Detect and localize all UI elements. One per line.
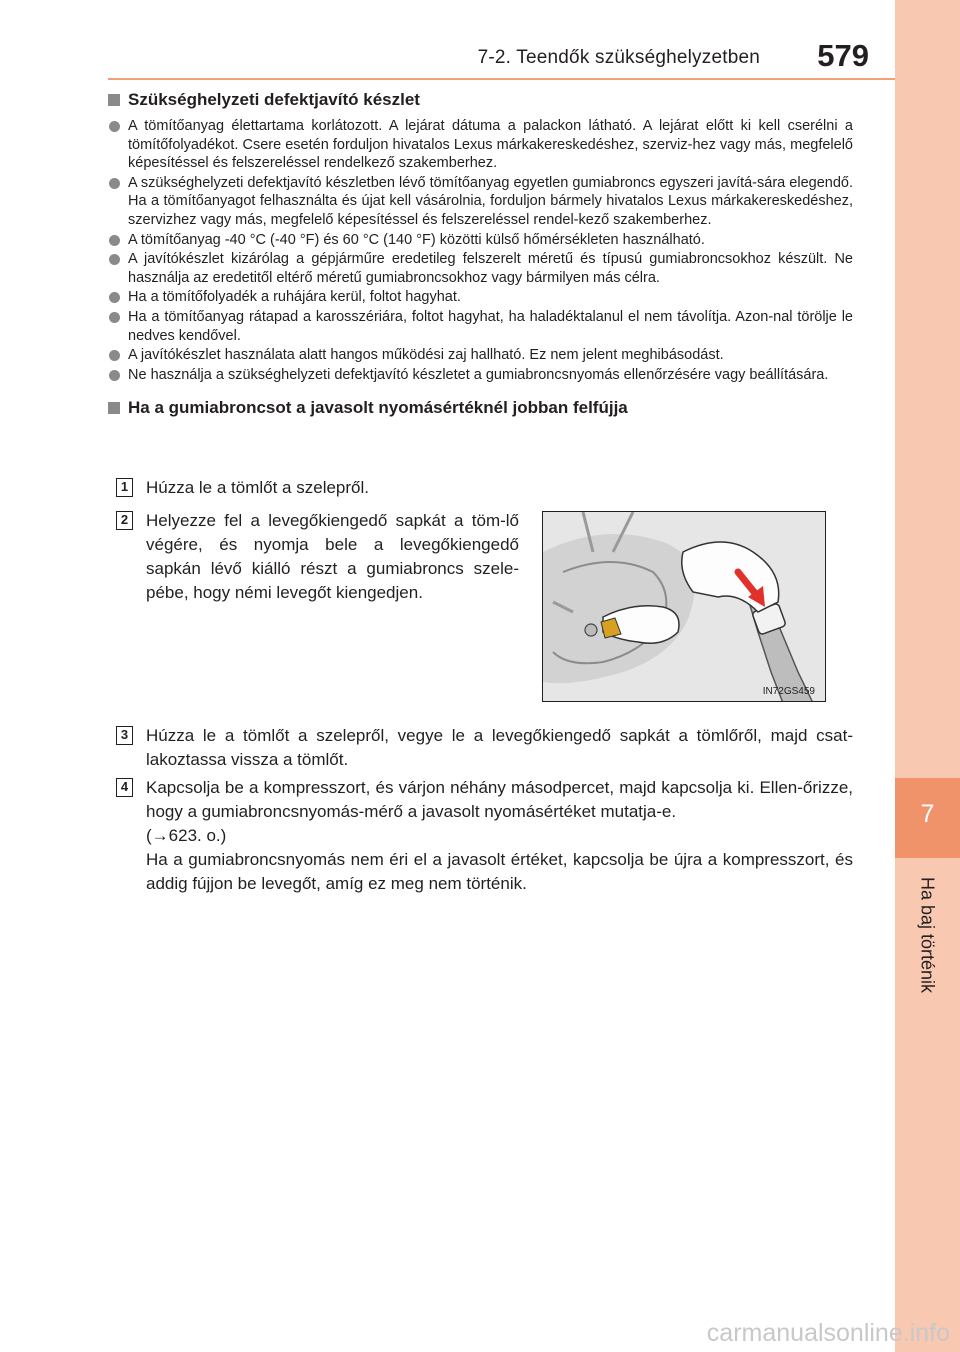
step-text [146, 776, 853, 896]
side-tab-number: 7 [920, 800, 935, 828]
circle-bullet-icon [109, 312, 120, 323]
step-number-badge: 1 [116, 478, 133, 497]
step-text: Húzza le a tömlőt a szelepről, vegye le a levegőkiengedő sapkát a tömlőről, majd csat-lakoztassa vissza a tömlőt. [146, 726, 853, 769]
list-item-text: A szükséghelyzeti defektjavító készletben lévő tömítőanyag egyetlen gumiabroncs egyszeri javítá-sára elegendő. Ha a tömítőanyagot felhasználta és újat kell vásárolnia, forduljon bármely hivatalos Lexus márkakereskedéshez, szervizhez vagy más, megfelelő képesítéssel és felszereléssel rendel-kező szakemberhez. [128, 174, 853, 228]
square-bullet-icon [108, 94, 120, 106]
circle-bullet-icon [109, 370, 120, 381]
list-item [108, 117, 853, 173]
side-tab-label: Ha baj történik [917, 876, 938, 994]
list-item [108, 346, 853, 365]
step-4-main: Kapcsolja be a kompresszort, és várjon néhány másodpercet, majd kapcsolja ki. Ellen-őrizze, hogy a gumiabroncsnyomás-mérő a javasolt nyomásértéket mutatja-e. [146, 778, 853, 821]
chapter-title: 7-2. Teendők szükséghelyzetben [477, 47, 760, 68]
list-item-text: A tömítőanyag élettartama korlátozott. A lejárat dátuma a palackon látható. A lejárat előtt ki kell cserélni a tömítőfolyadékot. Csere esetén forduljon hivatalos Lexus márkakereskedéshez, szerviz-hez vagy más, megfelelő képesítéssel és felszereléssel rendelkező szakemberhez. [128, 118, 853, 172]
figure-code: IN72GS459 [762, 686, 815, 697]
list-item-text: A javítókészlet kizárólag a gépjárműre eredetileg felszerelt méretű és típusú gumiabroncsokhoz készült. Ne használja az eredetitől eltérő méretű gumiabroncsokhoz vagy bármilyen más célra. [128, 251, 853, 286]
circle-bullet-icon [109, 350, 120, 361]
circle-bullet-icon [109, 121, 120, 132]
square-bullet-icon [108, 402, 120, 414]
page-header [0, 0, 895, 80]
step-number-badge: 2 [116, 511, 133, 530]
tire-valve-illustration [543, 512, 826, 702]
circle-bullet-icon [109, 254, 120, 265]
bullet-list [108, 117, 853, 384]
list-item-text: A tömítőanyag -40 °C (-40 °F) és 60 °C (140 °F) közötti külső hőmérsékleten használható. [128, 231, 705, 248]
list-item-text: Ne használja a szükséghelyzeti defektjavító készletet a gumiabroncsnyomás ellenőrzésére vagy beállítására. [128, 366, 829, 383]
illustration-valve-cap [542, 511, 826, 702]
circle-bullet-icon [109, 178, 120, 189]
circle-bullet-icon [109, 292, 120, 303]
step-number-badge: 3 [116, 726, 133, 745]
section-title-text: Szükséghelyzeti defektjavító készlet [128, 90, 420, 109]
list-item-text: Ha a tömítőfolyadék a ruhájára kerül, foltot hagyhat. [128, 289, 461, 306]
circle-bullet-icon [109, 235, 120, 246]
header-divider [108, 78, 895, 80]
list-item [108, 288, 853, 307]
list-item [108, 174, 853, 230]
page-number: 579 [817, 38, 869, 73]
section-title-text: Ha a gumiabroncsot a javasolt nyomásértéknél jobban felfújja [128, 398, 628, 418]
list-item-text: A javítókészlet használata alatt hangos működési zaj hallható. Ez nem jelent meghibásodást. [128, 347, 724, 364]
step-text: Húzza le a tömlőt a szelepről. [146, 478, 369, 497]
step-4-page-reference: (→623. o.) [146, 826, 227, 845]
step-number-badge: 4 [116, 778, 133, 797]
list-item [108, 366, 853, 385]
list-item [108, 308, 853, 345]
step-4-extra: Ha a gumiabroncsnyomás nem éri el a javasolt értéket, kapcsolja be újra a kompresszort, és addig fújjon be levegőt, amíg ez meg nem történik. [146, 850, 853, 893]
section-title-repair-kit [108, 88, 853, 112]
main-content [108, 88, 853, 420]
list-item [108, 231, 853, 250]
list-item [108, 250, 853, 287]
list-item-text: Ha a tömítőanyag rátapad a karosszériára, foltot hagyhat, ha haladéktalanul el nem távolítja. Azon-nal törölje le nedves kendővel. [128, 308, 853, 344]
section-title-overinflation [108, 396, 853, 420]
side-tab-strip [895, 0, 960, 1352]
side-tab-chapter [895, 778, 960, 858]
step-text: Helyezze fel a levegőkiengedő sapkát a töm-lő végére, és nyomja bele a levegőkiengedő sapkán lévő kiálló részt a gumiabroncs szele-pébe, hogy némi levegőt kiengedjen. [146, 511, 519, 602]
watermark: carmanualsonline.info [706, 1319, 950, 1347]
